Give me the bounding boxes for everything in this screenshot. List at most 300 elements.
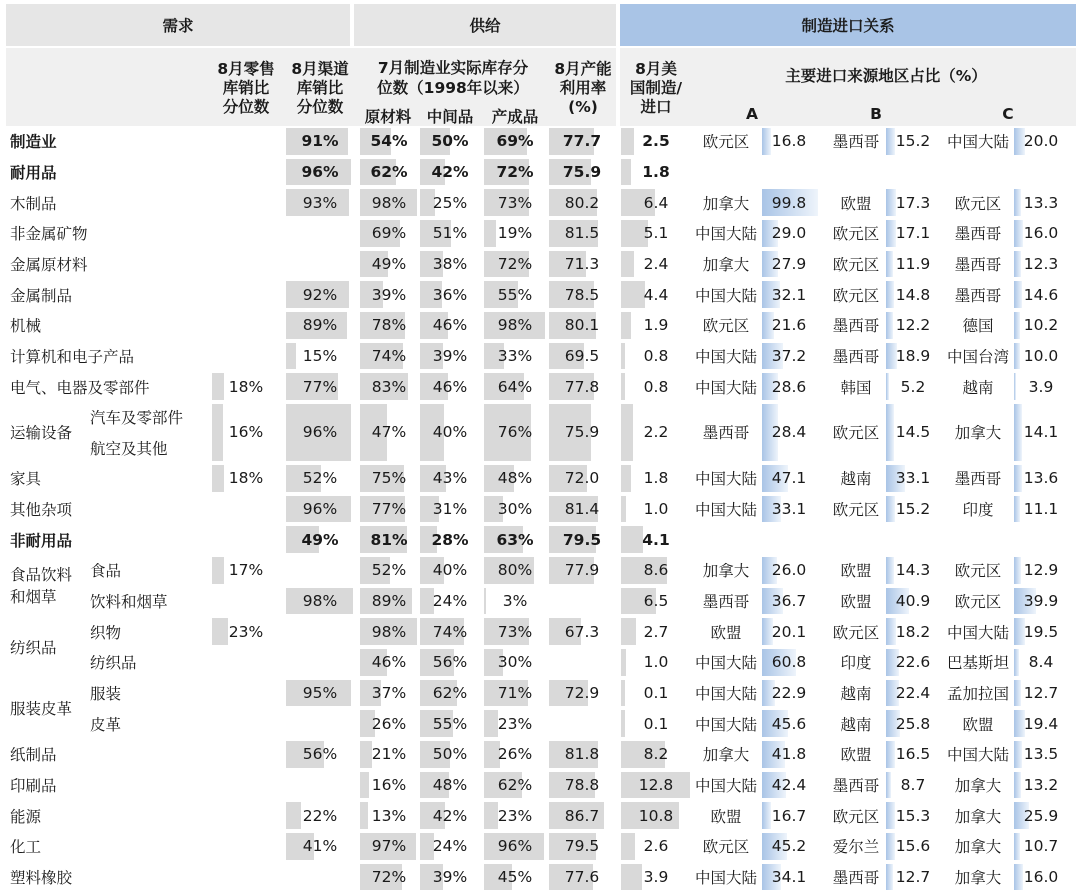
fin-value: 3% — [502, 592, 528, 611]
import-country-a: 中国大陆 — [694, 685, 757, 703]
import-share-value-c: 12.7 — [1023, 684, 1059, 702]
header-a: A — [746, 105, 758, 123]
import-share-value-b: 14.3 — [895, 561, 931, 580]
import-share-value-b: 18.2 — [895, 622, 931, 641]
ratio-value: 0.8 — [643, 346, 669, 365]
import-country-b: 欧元区 — [832, 623, 880, 642]
header-share: 主要进口来源地区占比（%） — [785, 67, 987, 85]
import-country-b: 越南 — [840, 470, 872, 489]
import-share-value-a: 45.2 — [771, 837, 807, 856]
fin-value: 71% — [497, 684, 533, 702]
import-share-value-c: 13.3 — [1023, 193, 1059, 212]
import-header: 制造进口关系 — [620, 4, 1076, 46]
import-share-value-c: 10.2 — [1023, 316, 1059, 335]
fin-value: 63% — [496, 530, 534, 549]
ratio-value: 2.7 — [643, 622, 669, 641]
import-share-value-b: 25.8 — [895, 714, 931, 733]
raw-value: 13% — [371, 806, 407, 825]
mid-value: 36% — [432, 285, 468, 304]
import-country-b: 欧元区 — [832, 501, 880, 520]
import-share-value-c: 8.4 — [1028, 653, 1054, 672]
import-country-b: 越南 — [840, 685, 872, 703]
import-share-value-b: 12.2 — [895, 316, 931, 335]
import-share-value-b: 17.1 — [895, 224, 931, 243]
row-label: 非耐用品 — [10, 531, 73, 550]
import-share-value-c: 13.5 — [1023, 745, 1059, 764]
import-country-a: 墨西哥 — [702, 424, 750, 443]
mid-value: 39% — [432, 867, 468, 886]
retail-value: 23% — [228, 622, 264, 641]
retail-value: 17% — [228, 561, 264, 580]
import-share-value-c: 11.1 — [1023, 500, 1059, 519]
import-share-value-b: 18.9 — [895, 346, 931, 365]
channel-value: 77% — [302, 377, 338, 396]
mid-value: 56% — [432, 653, 468, 672]
import-country-c: 加拿大 — [954, 838, 1002, 857]
channel-value: 15% — [302, 346, 338, 365]
import-share-value-a: 32.1 — [771, 285, 807, 304]
import-country-a: 加拿大 — [702, 746, 750, 765]
mid-value: 31% — [432, 500, 468, 519]
row-label: 运输设备 — [10, 424, 73, 443]
ratio-value: 6.4 — [643, 193, 669, 212]
import-share-value-b: 14.5 — [895, 423, 931, 442]
channel-value: 49% — [301, 530, 339, 549]
mid-value: 62% — [432, 684, 468, 702]
retail-value: 18% — [228, 469, 264, 488]
import-country-c: 中国台湾 — [946, 347, 1009, 366]
import-country-a: 欧盟 — [710, 807, 742, 826]
raw-value: 47% — [371, 423, 407, 442]
fin-value: 23% — [497, 806, 533, 825]
import-share-value-c: 10.0 — [1023, 346, 1059, 365]
ratio-value: 2.6 — [643, 837, 669, 856]
import-country-b: 欧盟 — [840, 593, 872, 612]
import-country-c: 墨西哥 — [954, 470, 1002, 489]
import-share-value-c: 13.6 — [1023, 469, 1059, 488]
row-label: 计算机和电子产品 — [10, 347, 135, 366]
import-country-a: 中国大陆 — [694, 654, 757, 673]
channel-value: 93% — [302, 193, 338, 212]
import-share-value-a: 45.6 — [771, 714, 807, 733]
util-value: 77.8 — [564, 377, 600, 396]
import-country-a: 中国大陆 — [694, 378, 757, 397]
raw-value: 39% — [371, 285, 407, 304]
channel-value: 22% — [302, 806, 338, 825]
fin-value: 64% — [497, 377, 533, 396]
header-inventory: 7月制造业实际库存分 位数（1998年以来） — [377, 59, 529, 97]
import-share-value-a: 33.1 — [771, 500, 807, 519]
channel-value: 96% — [302, 500, 338, 519]
import-share-value-a: 27.9 — [771, 254, 807, 273]
raw-value: 97% — [371, 837, 407, 856]
row-sublabel: 饮料和烟草 — [90, 593, 168, 612]
mid-value: 55% — [432, 714, 468, 733]
import-country-a: 加拿大 — [702, 562, 750, 581]
import-country-b: 欧盟 — [840, 746, 872, 765]
import-share-value-a: 28.4 — [771, 423, 807, 442]
fin-value: 33% — [497, 346, 533, 365]
fin-value: 72% — [497, 254, 533, 273]
row-label: 纸制品 — [10, 746, 57, 765]
row-label: 金属原材料 — [10, 255, 88, 274]
util-value: 81.4 — [564, 500, 600, 519]
import-share-value-a: 29.0 — [771, 224, 807, 243]
raw-value: 69% — [371, 224, 407, 243]
util-value: 81.8 — [564, 745, 600, 764]
row-sublabel: 服装 — [90, 685, 122, 703]
util-value: 77.7 — [562, 132, 602, 151]
row-label: 金属制品 — [10, 286, 73, 305]
channel-value: 92% — [302, 285, 338, 304]
channel-value: 52% — [302, 469, 338, 488]
import-country-a: 中国大陆 — [694, 470, 757, 489]
ratio-value: 1.0 — [643, 500, 669, 519]
import-country-c: 欧元区 — [954, 562, 1002, 581]
raw-value: 89% — [371, 592, 407, 611]
header-ratio: 8月美 国制造/ 进口 — [629, 59, 683, 116]
mid-value: 42% — [432, 806, 468, 825]
raw-value: 62% — [370, 162, 408, 181]
import-share-value-b: 22.4 — [895, 684, 931, 702]
import-share-value-a: 37.2 — [771, 346, 807, 365]
import-share-value-b: 5.2 — [900, 377, 926, 396]
header-raw: 原材料 — [364, 108, 412, 126]
import-country-a: 中国大陆 — [694, 776, 757, 795]
mid-value: 50% — [431, 132, 469, 151]
ratio-value: 1.9 — [643, 316, 669, 335]
raw-value: 49% — [371, 254, 407, 273]
util-value: 71.3 — [564, 254, 600, 273]
mid-value: 39% — [432, 346, 468, 365]
channel-value: 91% — [301, 132, 339, 151]
util-value: 81.5 — [564, 224, 600, 243]
row-sublabel: 食品 — [90, 562, 122, 581]
fin-value: 73% — [497, 193, 533, 212]
header-util: 8月产能 利用率 (%) — [554, 59, 612, 116]
util-value: 75.9 — [564, 423, 600, 442]
row-group-label: 食品饮料 和烟草 — [10, 565, 73, 606]
import-country-b: 印度 — [840, 654, 872, 673]
mid-value: 25% — [432, 193, 468, 212]
ratio-value: 2.5 — [642, 132, 670, 151]
import-share-value-a: 60.8 — [771, 653, 807, 672]
util-value: 80.2 — [564, 193, 600, 212]
import-share-value-b: 11.9 — [895, 254, 931, 273]
import-country-b: 欧元区 — [832, 424, 880, 443]
demand-header: 需求 — [6, 4, 350, 46]
fin-value: 69% — [496, 132, 534, 151]
row-label: 家具 — [10, 470, 42, 489]
import-share-value-c: 19.4 — [1023, 714, 1059, 733]
import-country-c: 欧元区 — [954, 593, 1002, 612]
channel-value: 98% — [302, 592, 338, 611]
raw-value: 83% — [371, 377, 407, 396]
import-country-a: 中国大陆 — [694, 715, 757, 734]
ratio-value: 2.2 — [643, 423, 669, 442]
fin-value: 23% — [497, 714, 533, 733]
row-label: 制造业 — [10, 133, 57, 152]
import-country-c: 加拿大 — [954, 776, 1002, 795]
fin-value: 76% — [497, 423, 533, 442]
fin-value: 48% — [497, 469, 533, 488]
import-country-c: 孟加拉国 — [946, 685, 1009, 703]
header-b: B — [870, 105, 882, 123]
raw-value: 37% — [371, 684, 407, 702]
raw-value: 77% — [371, 500, 407, 519]
row-group-label: 服装皮革 — [10, 700, 73, 719]
fin-value: 62% — [497, 775, 533, 794]
import-share-value-c: 39.9 — [1023, 592, 1059, 611]
fin-value: 55% — [497, 285, 533, 304]
row-label: 非金属矿物 — [10, 225, 88, 244]
import-country-c: 德国 — [962, 317, 994, 336]
util-value: 86.7 — [564, 806, 600, 825]
import-country-b: 墨西哥 — [832, 347, 880, 366]
row-sublabel: 织物 — [90, 623, 122, 642]
import-country-c: 中国大陆 — [946, 746, 1009, 765]
import-country-c: 加拿大 — [954, 424, 1002, 443]
import-country-b: 欧元区 — [832, 225, 880, 244]
row-label: 能源 — [10, 807, 42, 826]
raw-value: 98% — [371, 193, 407, 212]
raw-value: 72% — [371, 867, 407, 886]
row-sublabel: 汽车及零部件 — [90, 409, 184, 428]
fin-value: 19% — [497, 224, 533, 243]
import-country-a: 中国大陆 — [694, 347, 757, 366]
retail-value: 16% — [228, 423, 264, 442]
fin-value: 96% — [497, 837, 533, 856]
import-country-c: 巴基斯坦 — [946, 654, 1009, 673]
mid-value: 74% — [432, 622, 468, 641]
import-country-c: 墨西哥 — [954, 255, 1002, 274]
mid-value: 51% — [432, 224, 468, 243]
channel-value: 41% — [302, 837, 338, 856]
import-country-c: 欧盟 — [962, 715, 994, 734]
fin-value: 73% — [497, 622, 533, 641]
import-share-value-b: 33.1 — [895, 469, 931, 488]
ratio-value: 1.8 — [643, 469, 669, 488]
import-share-value-c: 20.0 — [1023, 132, 1059, 151]
import-country-a: 中国大陆 — [694, 225, 757, 244]
util-value: 80.1 — [564, 316, 600, 335]
fin-value: 30% — [497, 500, 533, 519]
import-country-b: 墨西哥 — [832, 868, 880, 887]
import-country-a: 墨西哥 — [702, 593, 750, 612]
raw-value: 54% — [370, 132, 408, 151]
import-country-a: 欧元区 — [702, 133, 750, 152]
import-share-value-a: 42.4 — [771, 775, 807, 794]
import-country-b: 墨西哥 — [832, 776, 880, 795]
import-share-value-c: 19.5 — [1023, 622, 1059, 641]
ratio-value: 0.1 — [643, 684, 669, 702]
import-share-value-b: 15.3 — [895, 806, 931, 825]
util-value: 72.0 — [564, 469, 600, 488]
channel-value: 56% — [302, 745, 338, 764]
import-country-c: 印度 — [962, 501, 994, 520]
import-share-value-a: 21.6 — [771, 316, 807, 335]
raw-value: 46% — [371, 653, 407, 672]
import-country-b: 欧元区 — [832, 255, 880, 274]
raw-value: 98% — [371, 622, 407, 641]
import-country-a: 欧盟 — [710, 623, 742, 642]
mid-value: 40% — [432, 561, 468, 580]
import-country-b: 韩国 — [840, 378, 872, 397]
mid-value: 38% — [432, 254, 468, 273]
import-country-a: 中国大陆 — [694, 868, 757, 887]
import-share-value-c: 16.0 — [1023, 867, 1059, 886]
import-share-value-b: 15.6 — [895, 837, 931, 856]
util-value: 77.9 — [564, 561, 600, 580]
mid-value: 28% — [431, 530, 469, 549]
supply-header: 供给 — [354, 4, 616, 46]
header-fin: 产成品 — [491, 108, 539, 126]
fin-value: 98% — [497, 316, 533, 335]
util-value: 75.9 — [562, 162, 602, 181]
ratio-value: 3.9 — [643, 867, 669, 886]
import-country-c: 加拿大 — [954, 807, 1002, 826]
util-value: 69.5 — [564, 346, 600, 365]
ratio-value: 8.2 — [643, 745, 669, 764]
import-share-value-c: 3.9 — [1028, 377, 1054, 396]
row-sublabel: 纺织品 — [90, 654, 137, 673]
fin-value: 45% — [497, 867, 533, 886]
import-share-value-b: 40.9 — [895, 592, 931, 611]
fin-value: 30% — [497, 653, 533, 672]
import-share-value-a: 16.7 — [771, 806, 807, 825]
mid-value: 48% — [432, 775, 468, 794]
fin-value: 72% — [496, 162, 534, 181]
header-mid: 中间品 — [426, 108, 474, 126]
util-value: 67.3 — [564, 622, 600, 641]
util-value: 78.5 — [564, 285, 600, 304]
import-country-c: 越南 — [962, 378, 994, 397]
import-share-value-a: 34.1 — [771, 867, 807, 886]
fin-value: 80% — [497, 561, 533, 580]
import-country-c: 中国大陆 — [946, 133, 1009, 152]
row-sublabel: 皮革 — [90, 715, 122, 734]
ratio-value: 1.8 — [642, 162, 670, 181]
import-share-value-a: 99.8 — [771, 193, 807, 212]
mid-value: 46% — [432, 316, 468, 335]
import-share-value-b: 8.7 — [900, 775, 926, 794]
import-share-value-a: 26.0 — [771, 561, 807, 580]
import-share-value-c: 12.9 — [1023, 561, 1059, 580]
raw-value: 78% — [371, 316, 407, 335]
import-country-a: 中国大陆 — [694, 286, 757, 305]
import-share-value-c: 12.3 — [1023, 254, 1059, 273]
import-country-a: 加拿大 — [702, 255, 750, 274]
raw-value: 74% — [371, 346, 407, 365]
import-country-c: 中国大陆 — [946, 623, 1009, 642]
mid-value: 42% — [431, 162, 469, 181]
header-retail: 8月零售 库销比 分位数 — [217, 59, 275, 116]
channel-value: 95% — [302, 684, 338, 702]
ratio-value: 1.0 — [643, 653, 669, 672]
import-share-value-a: 36.7 — [771, 592, 807, 611]
row-label: 机械 — [10, 317, 42, 336]
raw-value: 75% — [371, 469, 407, 488]
import-share-value-c: 13.2 — [1023, 775, 1059, 794]
ratio-value: 0.8 — [643, 377, 669, 396]
raw-value: 52% — [371, 561, 407, 580]
import-share-value-a: 22.9 — [771, 684, 807, 702]
raw-value: 81% — [370, 530, 408, 549]
mid-value: 50% — [432, 745, 468, 764]
import-share-value-b: 12.7 — [895, 867, 931, 886]
import-country-c: 墨西哥 — [954, 225, 1002, 244]
row-label: 耐用品 — [10, 163, 57, 182]
import-country-b: 欧盟 — [840, 562, 872, 581]
retail-value: 18% — [228, 377, 264, 396]
channel-value: 96% — [301, 162, 339, 181]
import-share-value-a: 16.8 — [771, 132, 807, 151]
import-share-value-b: 15.2 — [895, 132, 931, 151]
import-country-c: 墨西哥 — [954, 286, 1002, 305]
import-share-value-b: 17.3 — [895, 193, 931, 212]
util-value: 79.5 — [564, 837, 600, 856]
import-share-value-a: 28.6 — [771, 377, 807, 396]
channel-value: 96% — [302, 423, 338, 442]
raw-value: 16% — [371, 775, 407, 794]
ratio-value: 8.6 — [643, 561, 669, 580]
import-country-b: 欧元区 — [832, 807, 880, 826]
row-label: 印刷品 — [10, 776, 57, 795]
ratio-value: 6.5 — [643, 592, 669, 611]
ratio-value: 0.1 — [643, 714, 669, 733]
ratio-value: 2.4 — [643, 254, 669, 273]
import-share-value-c: 14.6 — [1023, 285, 1059, 304]
import-country-b: 越南 — [840, 715, 872, 734]
import-share-value-a: 41.8 — [771, 745, 807, 764]
util-value: 72.9 — [564, 684, 600, 702]
mid-value: 24% — [432, 837, 468, 856]
util-value: 78.8 — [564, 775, 600, 794]
import-share-value-b: 15.2 — [895, 500, 931, 519]
import-share-value-c: 16.0 — [1023, 224, 1059, 243]
ratio-value: 4.4 — [643, 285, 669, 304]
row-label: 木制品 — [10, 194, 57, 213]
import-share-value-c: 14.1 — [1023, 423, 1059, 442]
import-share-value-a: 20.1 — [771, 622, 807, 641]
import-share-value-b: 14.8 — [895, 285, 931, 304]
raw-value: 21% — [371, 745, 407, 764]
import-share-value-a: 47.1 — [771, 469, 807, 488]
import-country-a: 中国大陆 — [694, 501, 757, 520]
header-c: C — [1002, 105, 1014, 123]
raw-value: 26% — [371, 714, 407, 733]
import-country-a: 欧元区 — [702, 317, 750, 336]
row-group-label: 纺织品 — [10, 639, 57, 658]
mid-value: 46% — [432, 377, 468, 396]
channel-value: 89% — [302, 316, 338, 335]
header-channel: 8月渠道 库销比 分位数 — [291, 59, 349, 116]
util-value: 77.6 — [564, 867, 600, 886]
import-country-b: 欧元区 — [832, 286, 880, 305]
row-label: 其他杂项 — [10, 501, 73, 520]
import-country-b: 爱尔兰 — [832, 838, 880, 857]
ratio-value: 10.8 — [638, 806, 674, 825]
mid-value: 43% — [432, 469, 468, 488]
import-country-b: 墨西哥 — [832, 133, 880, 152]
row-label: 化工 — [10, 838, 42, 857]
row-label: 塑料橡胶 — [10, 868, 73, 887]
ratio-value: 5.1 — [643, 224, 669, 243]
import-country-a: 欧元区 — [702, 838, 750, 857]
ratio-value: 4.1 — [642, 530, 670, 549]
ratio-value: 12.8 — [638, 775, 674, 794]
import-country-a: 加拿大 — [702, 194, 750, 213]
